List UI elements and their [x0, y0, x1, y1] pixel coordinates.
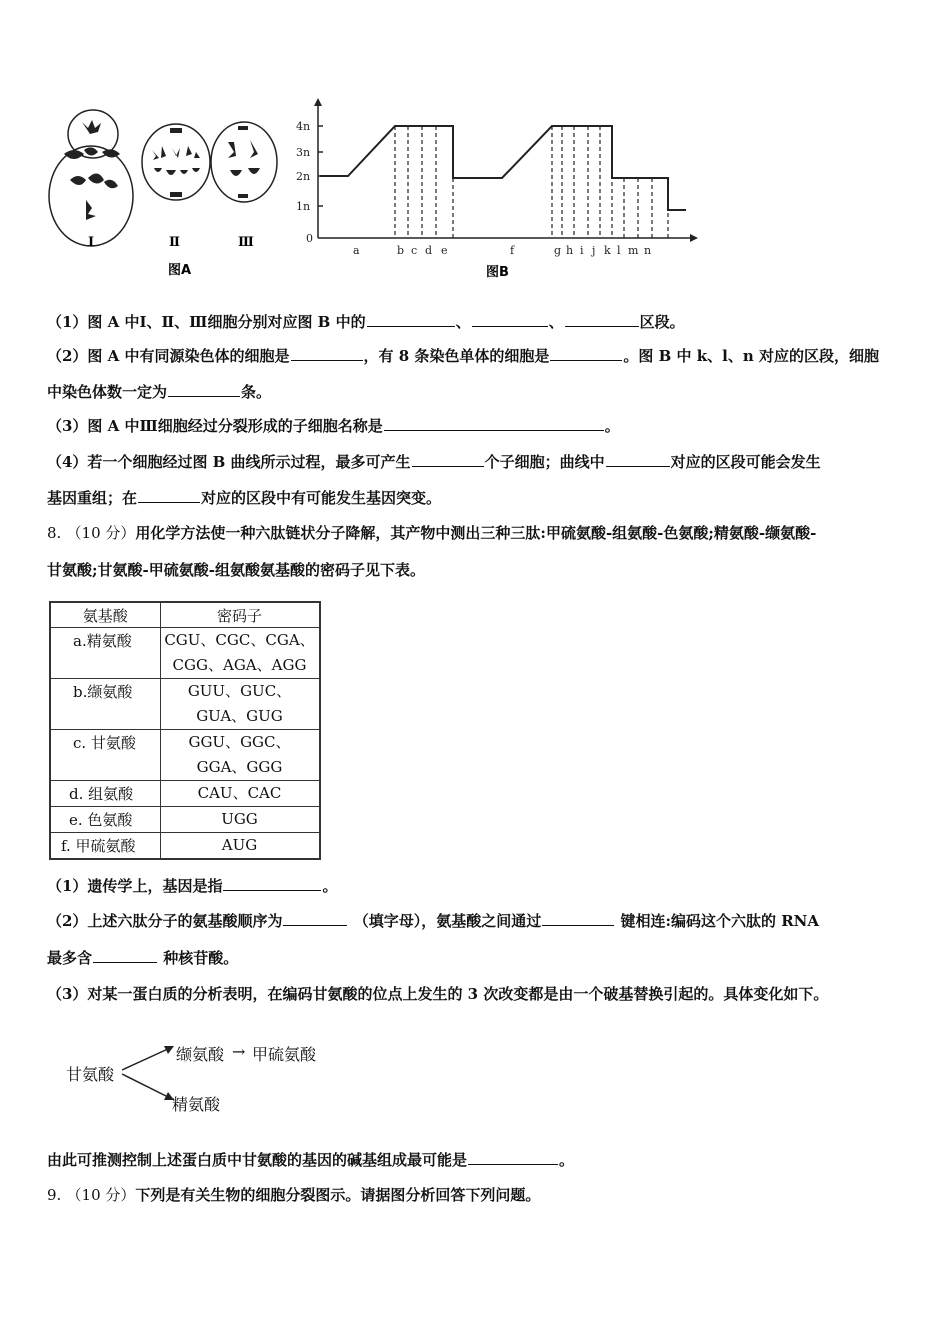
cell-2-drawing: [142, 124, 210, 200]
q7-part-3: （3）图 A 中Ⅲ细胞经过分裂形成的子细胞名称是 。: [47, 417, 620, 435]
codon-table: [49, 601, 321, 860]
cell-1-label: Ⅰ: [88, 235, 95, 250]
q8-part-2: （2）上述六肽分子的氨基酸顺序为 （填字母），氨基酸之间通过 键相连:编码这个六肽的 RNA: [47, 912, 820, 930]
figure-a-caption: 图A: [168, 263, 192, 278]
q7-p1-blank-1[interactable]: [367, 312, 455, 327]
x-label-f: f: [510, 244, 515, 257]
figure-b-caption: 图B: [486, 265, 509, 280]
x-label-a: a: [353, 244, 360, 257]
cell-3-drawing: [211, 122, 277, 202]
y-tick-4n: 4n: [296, 120, 311, 133]
q8-conclusion: 由此可推测控制上述蛋白质中甘氨酸的基因的碱基组成最可能是 。: [47, 1151, 575, 1169]
table-row: f. 甲硫氨酸 AUG: [50, 833, 320, 860]
q8-p1-blank[interactable]: [223, 876, 321, 891]
y-tick-0: 0: [306, 232, 313, 245]
q8-part-2-cont: 最多含 种核苷酸。: [47, 949, 239, 967]
diagram-upper-next: 甲硫氨酸: [252, 1045, 317, 1064]
y-tick-2n: 2n: [296, 170, 311, 183]
q7-part-4: （4）若一个细胞经过图 B 曲线所示过程，最多可产生 个子细胞；曲线中 对应的区段可能会发生: [47, 453, 821, 471]
x-label-c: c: [411, 244, 418, 257]
x-label-k: k: [604, 244, 611, 257]
x-label-d: d: [425, 244, 433, 257]
table-row: c. 甘氨酸 GGU、GGC、 GGA、GGG: [50, 730, 320, 781]
codon-table-header-aa: 氨基酸: [50, 602, 160, 628]
q8-p2-blank-1[interactable]: [283, 911, 347, 926]
table-row: a.精氨酸 CGU、CGC、CGA、 CGG、AGA、AGG: [50, 628, 320, 679]
y-tick-3n: 3n: [296, 146, 311, 159]
codon-table-header-codon: 密码子: [160, 602, 320, 628]
q7-part-2-cont: 中染色体数一定为 条。: [47, 383, 272, 401]
q7-p4-blank-1[interactable]: [412, 452, 484, 467]
x-label-h: h: [566, 244, 574, 257]
table-row: d. 组氨酸 CAU、CAC: [50, 781, 320, 807]
q8-conclusion-blank[interactable]: [468, 1150, 558, 1165]
q8-part-1: （1）遗传学上，基因是指 。: [47, 877, 338, 895]
q7-p1-blank-2[interactable]: [472, 312, 548, 327]
q7-part-2: （2）图 A 中有同源染色体的细胞是 ，有 8 条染色单体的细胞是 。图 B 中 k、l、n 对应的区段，细胞: [47, 347, 879, 365]
q7-p4-blank-3[interactable]: [138, 488, 200, 503]
table-row: e. 色氨酸 UGG: [50, 807, 320, 833]
q7-p4-blank-2[interactable]: [606, 452, 670, 467]
branch-arrows: [118, 1036, 178, 1114]
q8-p2-blank-2[interactable]: [542, 911, 614, 926]
q7-p2-blank-3[interactable]: [168, 382, 240, 397]
q8-p2-blank-3[interactable]: [93, 948, 157, 963]
q8-stem: 8. （10 分）用化学方法使一种六肽链状分子降解，其产物中测出三种三肽:甲硫氨酸-组氨酸-色氨酸;精氨酸-缬氨酸-: [47, 524, 817, 542]
q7-p2-blank-2[interactable]: [550, 346, 622, 361]
cell-2-label: Ⅱ: [169, 235, 180, 250]
mutation-diagram: [62, 1036, 362, 1118]
figure-a-cells: [44, 96, 284, 286]
q8-part-3: （3）对某一蛋白质的分析表明，在编码甘氨酸的位点上发生的 3 次改变都是由一个破基替换引起的。具体变化如下。: [47, 985, 829, 1003]
q7-part-1: （1）图 A 中Ⅰ、Ⅱ、Ⅲ细胞分别对应图 B 中的 、 、 区段。: [47, 313, 685, 331]
x-label-j: j: [592, 244, 596, 257]
x-axis-arrow-icon: [690, 234, 698, 242]
x-label-n: n: [644, 244, 652, 257]
x-label-m: m: [628, 244, 639, 257]
x-label-e: e: [441, 244, 448, 257]
q7-p2-blank-1[interactable]: [291, 346, 363, 361]
cell-3-label: Ⅲ: [238, 235, 254, 250]
x-label-b: b: [397, 244, 405, 257]
q7-part-4-cont: 基因重组；在 对应的区段中有可能发生基因突变。: [47, 489, 442, 507]
q7-p1-blank-3[interactable]: [565, 312, 639, 327]
q9-stem: 9. （10 分）下列是有关生物的细胞分裂图示。请据图分析回答下列问题。: [47, 1186, 541, 1204]
cell-1-drawing: [49, 110, 133, 246]
y-axis-arrow-icon: [314, 98, 322, 106]
diagram-upper-arrow: →: [232, 1042, 246, 1061]
dna-content-curve: [320, 126, 686, 210]
x-label-l: l: [617, 244, 621, 257]
x-label-i: i: [580, 244, 584, 257]
diagram-source: 甘氨酸: [66, 1065, 115, 1084]
figure-b-graph: [290, 96, 710, 286]
diagram-upper: 缬氨酸: [176, 1045, 225, 1064]
y-tick-1n: 1n: [296, 200, 311, 213]
q8-stem-cont: 甘氨酸;甘氨酸-甲硫氨酸-组氨酸氨基酸的密码子见下表。: [47, 561, 425, 579]
diagram-lower: 精氨酸: [172, 1095, 221, 1114]
x-label-g: g: [554, 244, 562, 257]
table-row: b.缬氨酸 GUU、GUC、 GUA、GUG: [50, 679, 320, 730]
q7-p3-blank[interactable]: [384, 416, 604, 431]
